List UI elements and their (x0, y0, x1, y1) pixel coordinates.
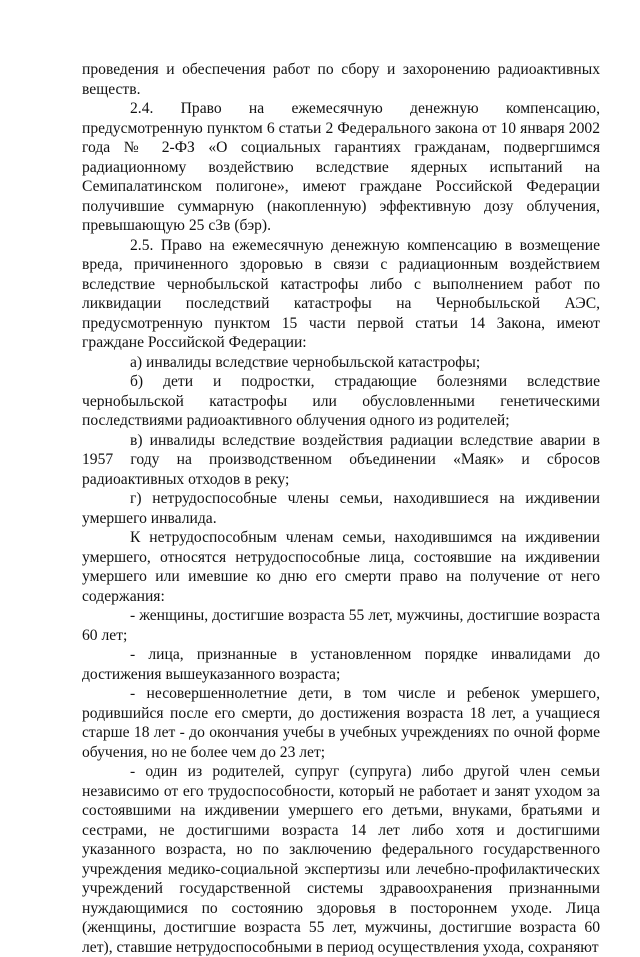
list-item-b: б) дети и подростки, страдающие болезнями вследствие чернобыльской катастрофы или обусловленными генетическими последствиями радиоактивного облучения одного из родителей; (82, 373, 600, 429)
document-body (82, 60, 600, 957)
dash-item-caregiver: - один из родителей, супруг (супруга) либо другой член семьи независимо от его трудоспособности, который не работает и занят уходом за состоявшими на иждивении умершего его детьми, внуками, братьями и сестрами, не достигшими возраста 14 лет либо хотя и достигшими указанного возраста, но по заключению федерального государственного учреждения медико-социальной экспертизы или лечебно-профилактических учреждений государственной системы здравоохранения признанными нуждающимися по состоянию здоровья в постороннем уходе. Лица (женщины, достигшие возраста 55 лет, мужчины, достигшие возраста 60 лет), ставшие нетрудоспособными в период осуществления ухода, сохраняют (82, 763, 600, 956)
paragraph-dependents: К нетрудоспособным членам семьи, находившимся на иждивении умершего, относятся нетрудоспособные лица, состоявшие на иждивении умершего или имевшие ко дню его смерти право на получение от него содержания: (82, 529, 600, 605)
paragraph-2-4: 2.4. Право на ежемесячную денежную компенсацию, предусмотренную пунктом 6 статьи 2 Федерального закона от 10 января 2002 года № 2-ФЗ «О социальных гарантиях гражданам, подвергшимся радиационному воздействию вследствие ядерных испытаний на Семипалатинском полигоне», имеют граждане Российской Федерации получившие суммарную (накопленную) эффективную дозу облучения, превышающую 25 сЗв (бэр). (82, 100, 600, 234)
paragraph-2-5: 2.5. Право на ежемесячную денежную компенсацию в возмещение вреда, причиненного здоровью в связи с радиационным воздействием вследствие чернобыльской катастрофы либо с выполнением работ по ликвидации последствий катастрофы на Чернобыльской АЭС, предусмотренную пунктом 15 части первой статьи 14 Закона, имеют граждане Российской Федерации: (82, 236, 600, 351)
list-item-v: в) инвалиды вследствие воздействия радиации вследствие аварии в 1957 году на производственном объединении «Маяк» и сбросов радиоактивных отходов в реку; (82, 431, 600, 488)
list-item-g: г) нетрудоспособные члены семьи, находившиеся на иждивении умершего инвалида. (82, 490, 600, 527)
paragraph-continuation: проведения и обеспечения работ по сбору и захоронению радиоактивных веществ. (82, 61, 600, 98)
dash-item-disabled: - лица, признанные в установленном порядке инвалидами до достижения вышеуказанного возраста; (82, 646, 600, 683)
list-item-a: а) инвалиды вследствие чернобыльской катастрофы; (130, 353, 481, 371)
dash-item-children: - несовершеннолетние дети, в том числе и ребенок умершего, родившийся после его смерти, до достижения возраста 18 лет, а учащиеся старше 18 лет - до окончания учебы в учебных учреждениях по очной форме обучения, но не более чем до 23 лет; (82, 685, 600, 761)
dash-item-age: - женщины, достигшие возраста 55 лет, мужчины, достигшие возраста 60 лет; (82, 607, 600, 644)
